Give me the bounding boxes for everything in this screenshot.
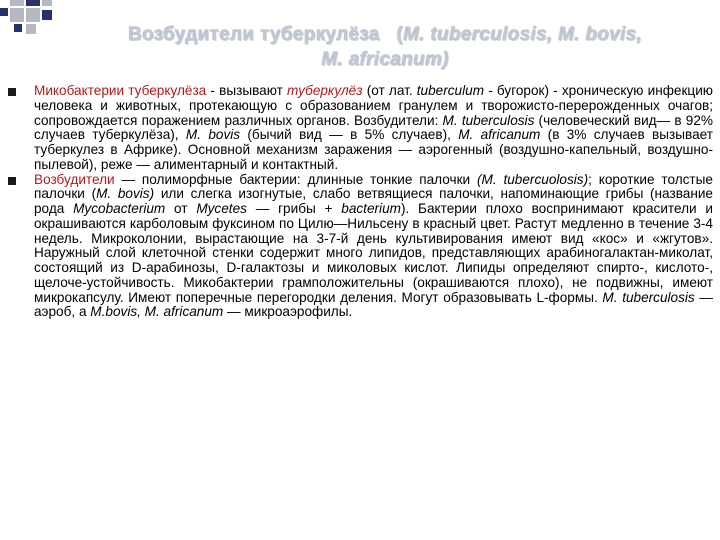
- bullet-item-2: [8, 173, 713, 321]
- b1-s6: - бугорок) - хроническую инфекцию человека и животных, протекающую с образованием гранулем и творожисто-перерожденных очагов; сопровождается поражением различных органов. Возбудители:: [34, 83, 713, 128]
- bullet-item-1: [8, 84, 713, 173]
- b2-s4: ; короткие толстые палочки (: [34, 171, 713, 202]
- title-species-1: M. tuberculosis,: [403, 24, 553, 45]
- b1-s8: (человеческий вид— в 92% случаев туберкулёза),: [34, 112, 713, 143]
- b2-s2: — полиморфные бактерии: длинные тонкие палочки: [114, 171, 477, 187]
- bullet-list: [8, 84, 713, 320]
- square-bullet-icon: [8, 88, 16, 96]
- b2-s16: — микроаэрофилы.: [223, 304, 353, 320]
- b1-disease: туберкулёз: [287, 83, 363, 98]
- b1-s12: (в 3% случаев вызывает туберкулез в Африке). Основной механизм заражения — аэрогенный (воздушно-капельный, воздушно-пылевой), реже — алиментарный и контактный.: [34, 127, 713, 172]
- b2-species-others: M.bovis, M. africanum: [90, 304, 224, 320]
- b2-s8: от: [165, 201, 197, 216]
- b1-species-africanum: M. africanum: [458, 127, 541, 143]
- b1-s4: (от лат.: [362, 83, 417, 98]
- b2-bacterium: bacterium: [341, 201, 401, 216]
- b1-species-tb: M. tuberculosis: [442, 112, 535, 128]
- title-species-prefix: (: [396, 24, 403, 45]
- b1-latin: tuberculum: [416, 83, 485, 98]
- b1-term: Микобактерии туберкулёза: [34, 83, 207, 98]
- b1-s2: - вызывают: [206, 83, 288, 98]
- slide-title: [55, 22, 715, 72]
- bullet-1-text: [34, 84, 713, 173]
- b2-s5: M. bovis): [96, 186, 155, 202]
- square-bullet-icon: [8, 177, 16, 185]
- title-species-3: M. africanum): [321, 49, 449, 70]
- b1-species-bovis: M. bovis: [185, 127, 241, 143]
- b2-genus: Mycobacterium: [73, 201, 166, 216]
- title-text: Возбудители туберкулёза: [127, 24, 380, 45]
- b2-s14: — аэроб, а: [34, 289, 713, 320]
- b1-s10: (бычий вид — в 5% случаев),: [240, 127, 459, 143]
- bullet-2-text: [34, 173, 713, 321]
- b2-s10: — грибы +: [246, 201, 342, 216]
- b2-term: Возбудители: [34, 171, 115, 187]
- title-species-2: M. bovis,: [558, 24, 643, 45]
- b2-s12: ). Бактерии плохо воспринимают красители и окрашиваются карболовым фуксином по Цилю—Нильсену в красный цвет. Растут медленно в течение 3-4 недель. Микроколонии, вырастающие на 3-7-й день культивирования имеют вид «кос» и «жгутов». Наружный слой клеточной стенки содержит много липидов, представляющих арабиногалактан-миколат, состоящий из D-арабинозы, D-галактозы и миколовых кислот. Липиды определяют спирто-, кислото-, щелоче-устойчивость. Микобактерии грамположительны (окрашиваются плохо), не подвижны, имеют микрокапсулу. Имеют поперечные перегородки деления. Могут образовывать L-формы.: [34, 201, 713, 305]
- b2-species-tb: M. tuberculosis: [602, 289, 695, 305]
- b2-s3: (M. tubercuolosis): [477, 171, 589, 187]
- b2-mycetes: Mycetes: [196, 201, 247, 216]
- b2-s6: или слегка изогнутые, слабо ветвящиеся палочки, напоминающие грибы (название рода: [34, 186, 713, 216]
